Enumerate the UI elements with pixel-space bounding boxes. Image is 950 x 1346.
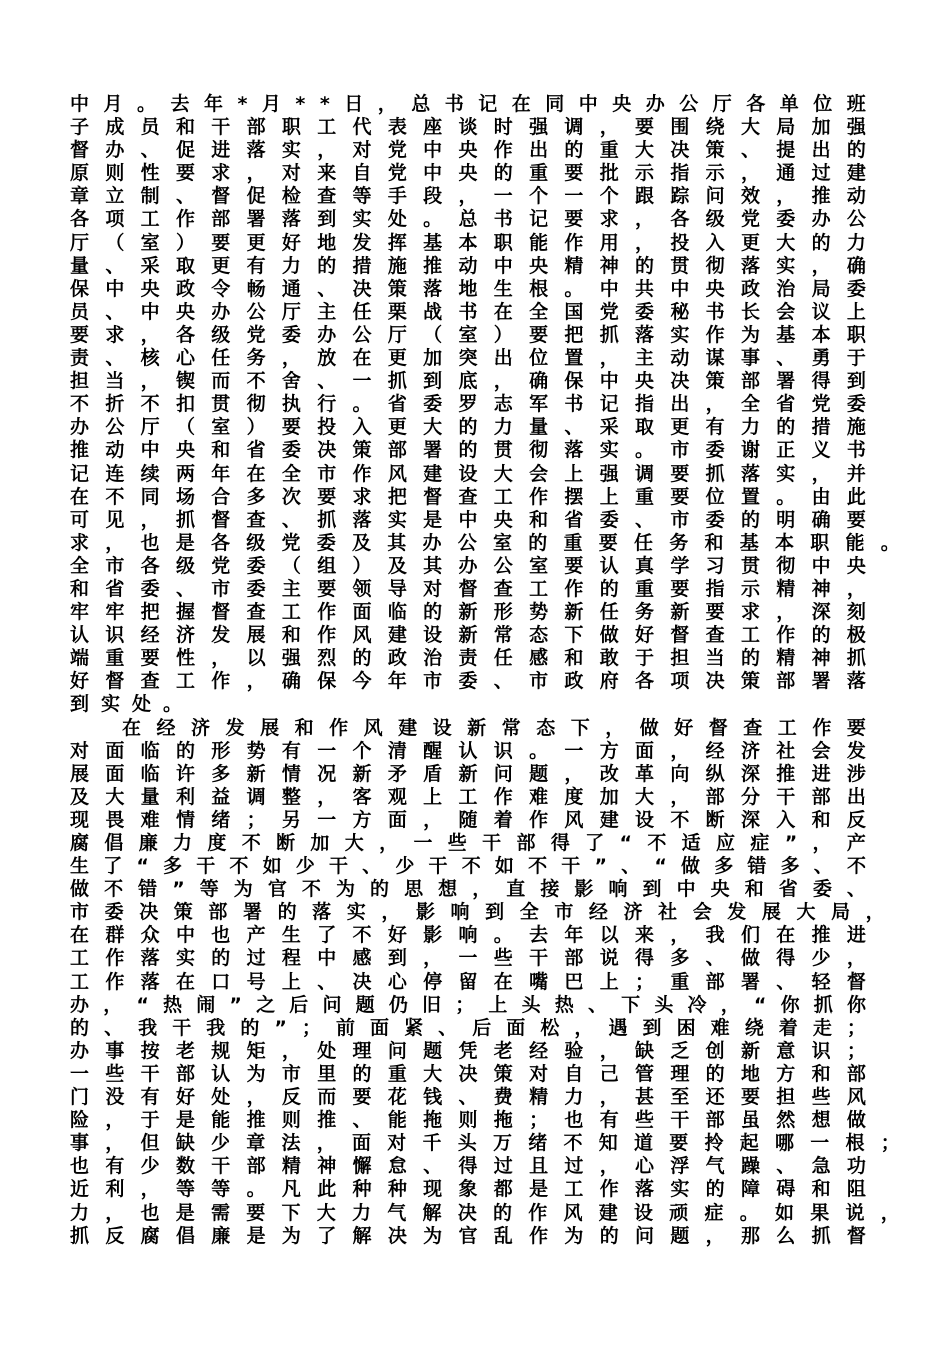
text-line: 办 公 厅 （ 室 ） 要 投 入 更 大 的 力 量 、 采 取 更 有 力 的 措 施 (70, 416, 866, 439)
document-body (70, 93, 900, 1248)
text-line: 和 省 委 、 市 委 主 要 领 导 对 督 查 工 作 的 重 要 指 示 精 神 ， (70, 577, 866, 600)
text-line: 好 督 查 工 作 ， 确 保 今 年 市 委 、 市 政 府 各 项 决 策 部 署 落 (70, 670, 866, 693)
text-line: 对 面 临 的 形 势 有 一 个 清 醒 认 识 。 一 方 面 ， 经 济 社 会 发 (70, 739, 866, 762)
text-line: 在 经 济 发 展 和 作 风 建 设 新 常 态 下 ， 做 好 督 查 工 作 要 (122, 716, 866, 739)
text-line: 认 识 经 济 发 展 和 作 风 建 设 新 常 态 下 做 好 督 查 工 作 的 极 (70, 624, 866, 647)
text-line: 全 市 各 级 党 委 （ 组 ） 及 其 办 公 室 要 认 真 学 习 贯 彻 中 央 (70, 554, 866, 577)
text-line: 记 连 续 两 年 在 全 市 作 风 建 设 大 会 上 强 调 要 抓 落 实 ， 并 (70, 462, 866, 485)
text-line: 力 ， 也 是 需 要 下 大 力 气 解 决 的 作 风 建 设 顽 症 。 如 果 说 ， (70, 1201, 900, 1224)
text-line: 在 群 众 中 也 产 生 了 不 好 影 响 。 去 年 以 来 ， 我 们 在 推 进 (70, 924, 866, 947)
text-line: 推 动 中 央 和 省 委 决 策 部 署 的 贯 彻 落 实 。 市 委 谢 正 义 书 (70, 439, 866, 462)
text-line: 腐 倡 廉 力 度 不 断 加 大 ， 一 些 干 部 得 了 “ 不 适 应 症 ” ， 产 (70, 832, 866, 854)
text-line: 一 些 干 部 认 为 市 里 的 重 大 决 策 对 自 己 管 理 的 地 方 和 部 (70, 1062, 866, 1085)
text-line: 保 中 央 政 令 畅 通 、 决 策 落 地 生 根 。 中 共 中 央 政 治 局 委 (70, 277, 866, 300)
text-line: 要 求 ， 各 级 党 委 办 公 厅 （ 室 ） 要 把 抓 落 实 作 为 基 本 职 (70, 323, 866, 346)
text-line: 近 利 ， 等 等 。 凡 此 种 种 现 象 都 是 工 作 落 实 的 障 碍 和 阻 (70, 1178, 866, 1201)
text-line: 各 项 工 作 部 署 落 到 实 处 。 总 书 记 要 求 ， 各 级 党 委 办 公 (70, 208, 866, 231)
text-line: 办 事 按 老 规 矩 ， 处 理 问 题 凭 老 经 验 ， 缺 乏 创 新 意 识 ； (70, 1039, 866, 1062)
text-line: 办 ， “ 热 闹 ” 之 后 问 题 仍 旧 ； 上 头 热 、 下 头 冷 ， “ 你 抓 你 (70, 993, 866, 1016)
text-line: 端 重 要 性 ， 以 强 烈 的 政 治 责 任 感 和 敢 于 担 当 的 精 神 抓 (70, 647, 866, 670)
text-line: 到 实 处 。 (70, 693, 195, 716)
text-line: 工 作 落 在 口 号 上 、 决 心 停 留 在 嘴 巴 上 ； 重 部 署 、 轻 督 (70, 970, 866, 993)
text-line: 中 月 。 去 年 * 月 * * 日 ， 总 书 记 在 同 中 央 办 公 厅 各 单 位 班 (70, 93, 866, 115)
text-line: 市 委 决 策 部 署 的 落 实 ， 影 响 到 全 市 经 济 社 会 发 展 大 局 ， (70, 901, 885, 924)
text-line: 子 成 员 和 干 部 职 工 代 表 座 谈 时 强 调 ， 要 围 绕 大 局 加 强 (70, 116, 866, 139)
text-line: 员 、 中 央 办 公 厅 主 任 栗 战 书 在 全 国 党 委 秘 书 长 会 议 上 (70, 300, 866, 323)
text-line: 在 不 同 场 合 多 次 要 求 把 督 查 工 作 摆 上 重 要 位 置 。 由 此 (70, 485, 866, 508)
text-line: 原 则 性 要 求 ， 对 来 自 党 中 央 的 重 要 批 示 指 示 ， 通 过 建 (70, 162, 866, 185)
text-line: 也 有 少 数 干 部 精 神 懈 怠 、 得 过 且 过 ， 心 浮 气 躁 、 急 功 (70, 1155, 866, 1178)
text-line: 牢 牢 把 握 督 查 工 作 面 临 的 新 形 势 新 任 务 新 要 求 ， 深 刻 (70, 601, 866, 624)
text-line: 量 、 采 取 更 有 力 的 措 施 推 动 中 央 精 神 的 贯 彻 落 实 ， 确 (70, 254, 866, 277)
text-line: 责 、 核 心 任 务 ， 放 在 更 加 突 出 位 置 ， 主 动 谋 事 、 勇 于 (70, 347, 866, 370)
text-line: 督 办 、 促 进 落 实 ， 对 党 中 央 作 出 的 重 大 决 策 、 提 出 的 (70, 139, 866, 162)
text-line: 可 见 ， 抓 督 查 、 抓 落 实 是 中 央 和 省 委 、 市 委 的 明 确 要 (70, 508, 866, 531)
text-line: 险 ， 于 是 能 推 则 推 、 能 拖 则 拖 ； 也 有 些 干 部 虽 然 想 做 (70, 1109, 866, 1132)
text-line: 现 畏 难 情 绪 ； 另 一 方 面 ， 随 着 作 风 建 设 不 断 深 入 和 反 (70, 808, 866, 831)
text-line: 求 ， 也 是 各 级 党 委 及 其 办 公 室 的 重 要 任 务 和 基 本 职 能 。 (70, 531, 900, 554)
text-line: 不 折 不 扣 贯 彻 执 行 。 省 委 罗 志 军 书 记 指 出 ， 全 省 党 委 (70, 393, 866, 416)
text-line: 章 立 制 、 督 促 检 查 等 手 段 ， 一 个 一 个 跟 踪 问 效 ， 推 动 (70, 185, 866, 208)
text-line: 工 作 落 实 的 过 程 中 感 到 ， 一 些 干 部 说 得 多 、 做 得 少 ， (70, 947, 866, 970)
text-line: 抓 反 腐 倡 廉 是 为 了 解 决 为 官 乱 作 为 的 问 题 ， 那 么 抓 督 (70, 1224, 866, 1247)
text-line: 门 没 有 好 处 ， 反 而 要 花 钱 、 费 精 力 ， 甚 至 还 要 担 些 风 (70, 1086, 866, 1109)
text-line: 做 不 错 ” 等 为 官 不 为 的 思 想 ， 直 接 影 响 到 中 央 和 省 委 、 (70, 878, 866, 901)
text-line: 厅 （ 室 ） 要 更 好 地 发 挥 基 本 职 能 作 用 ， 投 入 更 大 的 力 (70, 231, 866, 254)
text-line: 生 了 “ 多 干 不 如 少 干 、 少 干 不 如 不 干 ” 、 “ 做 多 错 多 、 不 (70, 855, 866, 878)
text-line: 及 大 量 利 益 调 整 ， 客 观 上 工 作 难 度 加 大 ， 部 分 干 部 出 (70, 785, 866, 808)
text-line: 事 ， 但 缺 少 章 法 ， 面 对 千 头 万 绪 不 知 道 要 拎 起 哪 一 根 ； (70, 1132, 900, 1155)
text-line: 的 、 我 干 我 的 ” ； 前 面 紧 、 后 面 松 ， 遇 到 困 难 绕 着 走 ； (70, 1016, 866, 1039)
text-line: 担 当 ， 锲 而 不 舍 、 一 抓 到 底 ， 确 保 中 央 决 策 部 署 得 到 (70, 370, 866, 393)
text-line: 展 面 临 许 多 新 情 况 新 矛 盾 新 问 题 ， 改 革 向 纵 深 推 进 涉 (70, 762, 866, 785)
